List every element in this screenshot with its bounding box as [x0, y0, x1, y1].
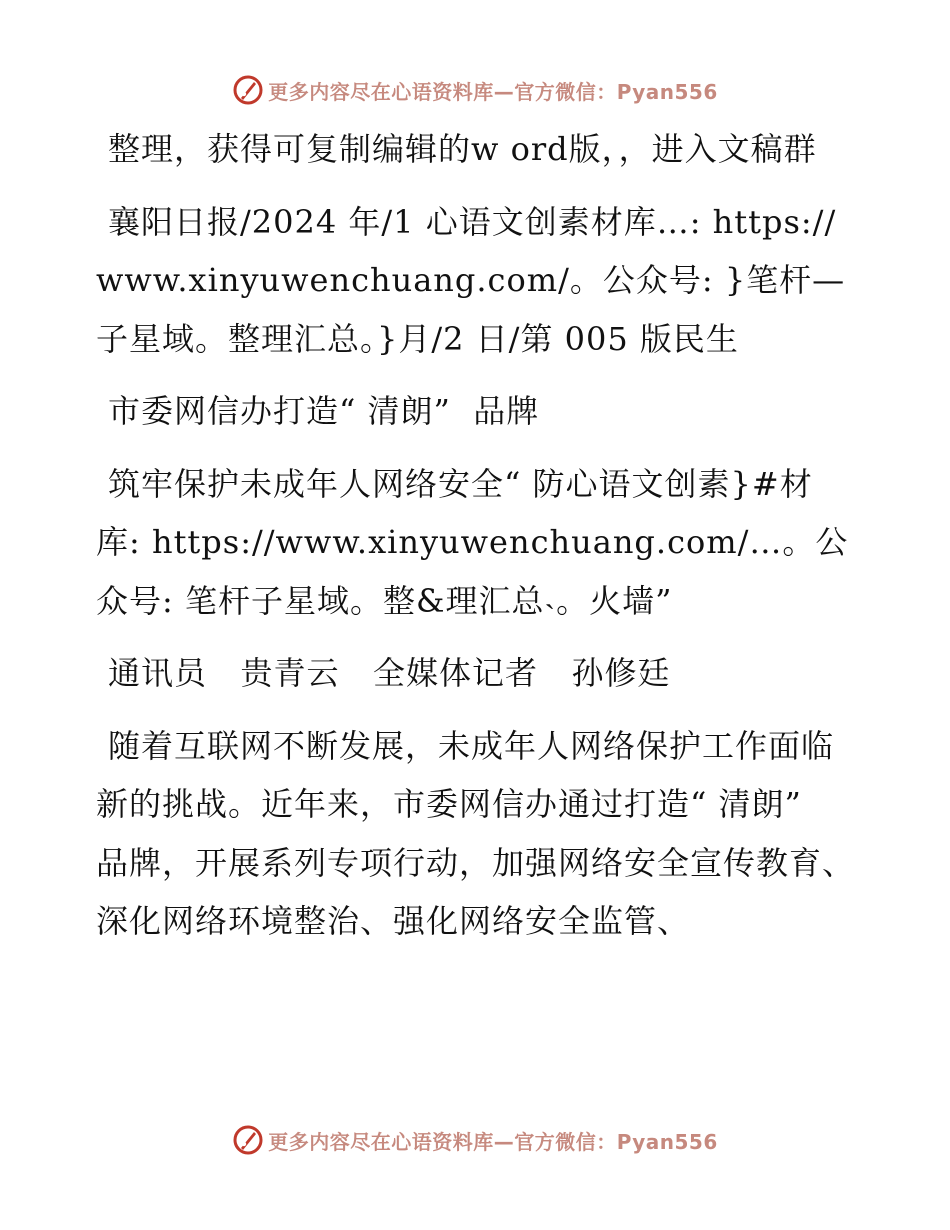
document-body: [96, 120, 856, 965]
watermark-text: 更多内容尽在心语资料库—官方微信：Pyan556: [268, 1129, 718, 1154]
article-subtitle: 筑牢保护未成年人网络安全“ 防心语文创素}#材库: https://www.xinyuwenchuang.com/…。公众号: 笔杆子星域。整&理汇总˴。火墙”: [96, 464, 849, 620]
header-watermark-banner: [0, 70, 950, 110]
footer-watermark-banner: [0, 1120, 950, 1160]
quill-logo-icon: [232, 1124, 264, 1156]
paragraph: 随着互联网不断发展，未成年人网络保护工作面临新的挑战。近年来，市委网信办通过打造“ 清朗” 品牌，开展系列专项行动，加强网络安全宣传教育、深化网络环境整治、强化网络安全监管、: [96, 726, 856, 940]
watermark-text: 更多内容尽在心语资料库—官方微信：Pyan556: [268, 79, 718, 104]
article-title: 市委网信办打造“ 清朗” 品牌: [108, 392, 540, 430]
byline: 通讯员 贵青云 全媒体记者 孙修廷: [108, 654, 671, 692]
paragraph: 襄阳日报/2024 年/1 心语文创素材库…: https://www.xinyuwenchuang.com/。公众号: }笔杆—子星域。整理汇总。}月/2 日/第 005 版民生: [96, 202, 846, 358]
quill-logo-icon: [232, 74, 264, 106]
paragraph: 整理，获得可复制编辑的w ord版，，进入文稿群: [108, 130, 817, 168]
